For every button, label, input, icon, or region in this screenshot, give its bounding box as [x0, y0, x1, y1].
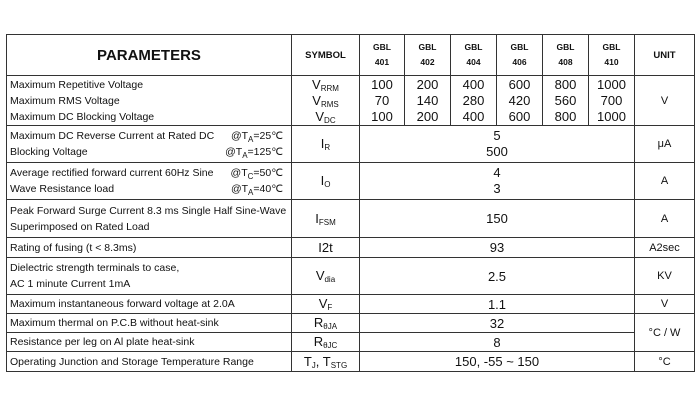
value: 700	[600, 92, 623, 108]
surge-unit: A	[635, 200, 695, 238]
symbol-vdc	[292, 109, 359, 125]
values-gbl402	[405, 76, 451, 126]
param-line	[10, 128, 291, 144]
param-line: Maximum RMS Voltage	[10, 94, 120, 107]
forward-current-row	[7, 163, 695, 200]
voltage-symbols	[292, 76, 360, 126]
surge-value: 150	[360, 200, 635, 238]
param-line	[10, 181, 291, 197]
cond-text: =25℃	[253, 130, 283, 142]
cond-text: @T	[230, 130, 249, 142]
condition	[231, 181, 291, 197]
symbol-main: V	[315, 108, 325, 124]
model-header-gbl408	[543, 35, 589, 76]
surge-row	[7, 200, 695, 238]
symbol-main: V	[312, 92, 321, 108]
symbol-io	[292, 163, 360, 200]
value: 5	[493, 128, 501, 143]
cond-text: @T	[225, 146, 243, 158]
cond-text: @T	[230, 183, 249, 195]
value: 600	[508, 108, 531, 124]
value: 600	[508, 76, 531, 92]
thermal-unit: °C / W	[635, 314, 695, 352]
model-number: 408	[558, 57, 573, 67]
param-line: Peak Forward Surge Current 8.3 ms Single Half Sine-Wave	[10, 204, 287, 217]
model-prefix: GBL	[510, 42, 529, 52]
value: 560	[554, 92, 577, 108]
model-header-gbl410	[589, 35, 635, 76]
parameters-table	[6, 34, 695, 372]
symbol-main: , T	[315, 353, 331, 369]
symbol-main: R	[313, 315, 324, 330]
symbol-sub: θJA	[323, 322, 338, 331]
temperature-unit: °C	[635, 352, 695, 372]
dielectric-value: 2.5	[360, 258, 635, 295]
model-prefix: GBL	[556, 42, 575, 52]
condition	[231, 165, 291, 181]
value: 100	[371, 76, 393, 92]
dielectric-row	[7, 258, 695, 295]
forward-voltage-value: 1.1	[360, 295, 635, 314]
condition	[225, 144, 291, 160]
symbol-main: T	[303, 353, 312, 369]
values-gbl410	[589, 76, 635, 126]
temperature-row	[7, 352, 695, 372]
values-gbl406	[497, 76, 543, 126]
forward-voltage-unit: V	[635, 295, 695, 314]
symbol-sub: RMS	[320, 99, 339, 109]
param-line: Maximum Repetitive Voltage	[10, 78, 144, 91]
param-line: Maximum DC Blocking Voltage	[10, 110, 155, 123]
param-text: Wave Resistance load	[10, 183, 115, 195]
cond-text: @T	[230, 167, 248, 179]
reverse-current-unit: μA	[635, 126, 695, 163]
symbol-main: I	[315, 210, 319, 226]
cond-sub: C	[247, 172, 254, 182]
parameters-header: PARAMETERS	[7, 35, 292, 76]
value: 400	[462, 76, 485, 92]
value: 420	[508, 92, 531, 108]
model-number: 401	[374, 57, 390, 67]
symbol-tj-tstg	[292, 352, 360, 372]
fusing-unit: A2sec	[635, 238, 695, 258]
param-text: Average rectified forward current 60Hz Sine	[10, 167, 214, 179]
cond-sub: A	[242, 151, 248, 161]
symbol-main: I	[320, 136, 325, 151]
unit-header: UNIT	[635, 35, 695, 76]
symbol-vrrm	[292, 77, 359, 93]
value: 500	[486, 144, 508, 159]
voltage-params	[7, 76, 292, 126]
value: 140	[416, 92, 439, 108]
symbol-sub: R	[324, 143, 331, 152]
param-line: Dielectric strength terminals to case,	[10, 262, 180, 274]
symbol-main: I	[320, 173, 325, 188]
symbol-vf	[292, 295, 360, 314]
cond-text: =40℃	[253, 183, 283, 195]
symbol-vdia	[292, 258, 360, 295]
symbol-sub: STG	[330, 360, 348, 370]
value: 3	[493, 181, 501, 196]
surge-param	[7, 200, 292, 238]
model-number: 404	[466, 57, 481, 67]
model-prefix: GBL	[602, 42, 621, 52]
symbol-vrms	[292, 93, 359, 109]
model-number: 402	[420, 57, 435, 67]
reverse-current-param	[7, 126, 292, 163]
param-line: Superimposed on Rated Load	[10, 220, 150, 233]
param-line: AC 1 minute Current 1mA	[10, 278, 131, 290]
dielectric-param	[7, 258, 292, 295]
values-gbl408	[543, 76, 589, 126]
value: 4	[493, 165, 501, 180]
condition	[231, 128, 291, 144]
reverse-current-row	[7, 126, 695, 163]
cond-sub: A	[248, 188, 254, 198]
symbol-rthjc	[292, 333, 360, 352]
values-gbl401	[360, 76, 405, 126]
symbol-ifsm	[292, 200, 360, 238]
symbol-sub: DC	[324, 115, 336, 125]
model-prefix: GBL	[373, 42, 391, 52]
cond-sub: A	[248, 135, 254, 145]
value: 800	[554, 108, 577, 124]
value: 1000	[597, 76, 626, 92]
fusing-value: 93	[360, 238, 635, 258]
forward-voltage-param: Maximum instantaneous forward voltage at 2.0A	[7, 295, 292, 314]
thermal-pcb-row	[7, 314, 695, 333]
value: 200	[416, 108, 439, 124]
thermal-plate-value: 8	[360, 333, 635, 352]
temperature-param: Operating Junction and Storage Temperature Range	[7, 352, 292, 372]
forward-voltage-row	[7, 295, 695, 314]
model-header-gbl406	[497, 35, 543, 76]
param-text: Blocking Voltage	[10, 146, 88, 158]
model-prefix: GBL	[464, 42, 483, 52]
symbol-sub: RRM	[320, 83, 339, 93]
symbol-main: V	[318, 296, 328, 311]
value: 100	[371, 108, 393, 124]
param-text: Maximum DC Reverse Current at Rated DC	[10, 130, 215, 142]
symbol-sub: O	[324, 180, 331, 189]
symbol-main: V	[312, 76, 321, 92]
thermal-plate-param: Resistance per leg on Al plate heat-sink	[7, 333, 292, 352]
reverse-current-values	[360, 126, 635, 163]
model-header-gbl402	[405, 35, 451, 76]
dielectric-unit: KV	[635, 258, 695, 295]
symbol-sub: J	[311, 360, 316, 370]
model-number: 410	[604, 57, 619, 67]
model-number: 406	[512, 57, 527, 67]
symbol-sub: FSM	[318, 217, 336, 227]
forward-current-values	[360, 163, 635, 200]
symbol-sub: θJC	[323, 341, 338, 350]
value: 800	[554, 76, 577, 92]
symbol-ir	[292, 126, 360, 163]
value: 400	[462, 108, 485, 124]
model-header-gbl401	[360, 35, 405, 76]
symbol-main: V	[315, 268, 325, 283]
value: 1000	[597, 108, 626, 124]
header-row	[7, 35, 695, 76]
symbol-sub: F	[327, 303, 333, 312]
forward-current-param	[7, 163, 292, 200]
model-prefix: GBL	[418, 42, 437, 52]
value: 70	[374, 92, 390, 108]
thermal-pcb-value: 32	[360, 314, 635, 333]
param-line	[10, 144, 291, 160]
forward-current-unit: A	[635, 163, 695, 200]
values-gbl404	[451, 76, 497, 126]
fusing-param: Rating of fusing (t < 8.3ms)	[7, 238, 292, 258]
voltage-row	[7, 76, 695, 126]
voltage-unit: V	[635, 76, 695, 126]
value: 200	[416, 76, 439, 92]
thermal-pcb-param: Maximum thermal on P.C.B without heat-sink	[7, 314, 292, 333]
fusing-row	[7, 238, 695, 258]
symbol-sub: dia	[324, 275, 336, 284]
symbol-rthja	[292, 314, 360, 333]
thermal-plate-row	[7, 333, 695, 352]
value: 280	[462, 92, 485, 108]
temperature-value: 150, -55 ~ 150	[360, 352, 635, 372]
model-header-gbl404	[451, 35, 497, 76]
symbol-main: R	[313, 334, 324, 349]
cond-text: =125℃	[247, 146, 283, 158]
symbol-i2t: I2t	[292, 238, 360, 258]
param-line	[10, 165, 291, 181]
symbol-header: SYMBOL	[292, 35, 360, 76]
cond-text: =50℃	[253, 167, 283, 179]
